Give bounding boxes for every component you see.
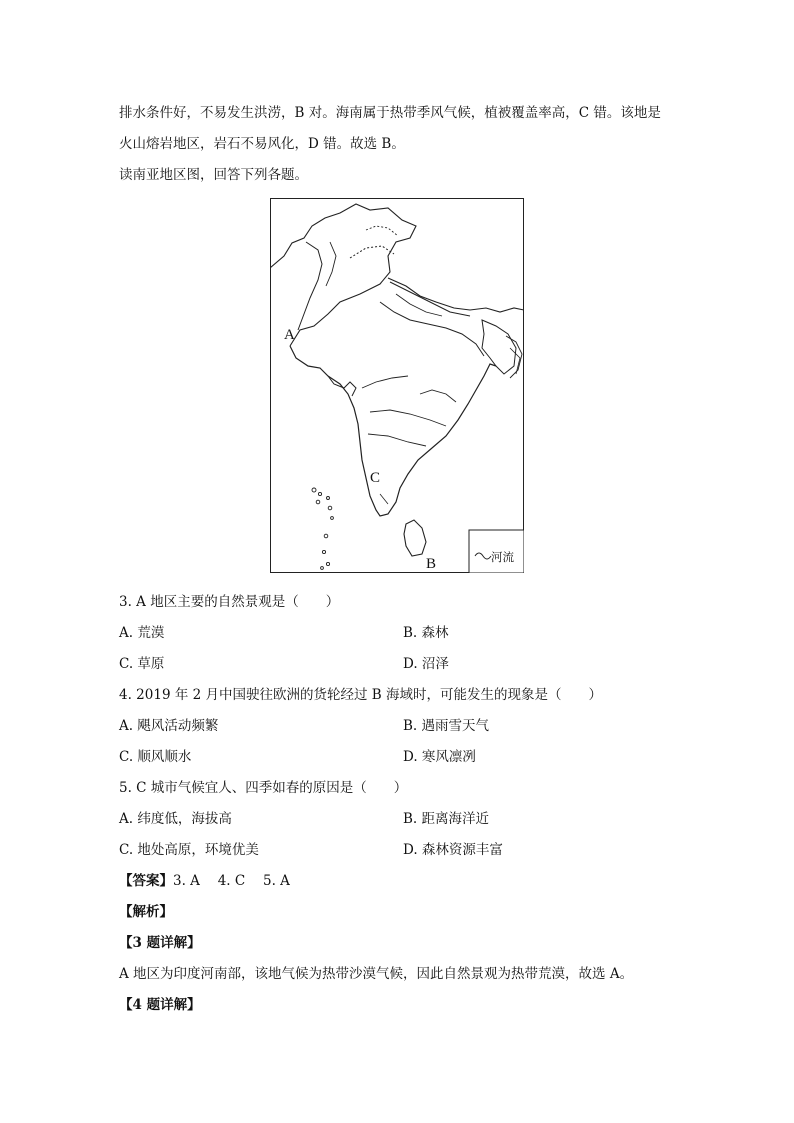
analysis-label: 【解析】 — [119, 904, 173, 920]
q5-option-d: D. 森林资源丰富 — [403, 842, 503, 858]
q5-stem: 5. C 城市气候宜人、四季如春的原因是（ ） — [119, 780, 408, 796]
q3-stem: 3. A 地区主要的自然景观是（ ） — [119, 594, 340, 610]
intro-line-1: 排水条件好，不易发生洪涝，B 对。海南属于热带季风气候，植被覆盖率高，C 错。该地是 — [119, 105, 661, 121]
label-a: A — [284, 327, 295, 343]
q3-detail-header: 【3 题详解】 — [119, 935, 201, 951]
q4-option-b: B. 遇雨雪天气 — [403, 718, 490, 734]
q5-option-c: C. 地处高原，环境优美 — [119, 842, 259, 858]
q4-option-c: C. 顺风顺水 — [119, 749, 192, 765]
q3-option-a: A. 荒漠 — [119, 625, 165, 641]
answer-text: 3. A 4. C 5. A — [173, 873, 290, 889]
q4-stem: 4. 2019 年 2 月中国驶往欧洲的货轮经过 B 海域时，可能发生的现象是（ ） — [119, 687, 602, 703]
label-b: B — [426, 556, 437, 572]
q4-option-d: D. 寒风凛冽 — [403, 749, 476, 765]
label-c: C — [370, 470, 381, 486]
q4-detail-header: 【4 题详解】 — [119, 997, 201, 1013]
answer-line — [119, 872, 290, 890]
legend-label: 河流 — [491, 550, 514, 564]
q3-detail-text: A 地区为印度河南部，该地气候为热带沙漠气候，因此自然景观为热带荒漠，故选 A。 — [119, 966, 634, 982]
q3-option-b: B. 森林 — [403, 625, 449, 641]
q4-option-a: A. 飓风活动频繁 — [119, 718, 219, 734]
q3-option-d: D. 沼泽 — [403, 656, 449, 672]
q5-option-b: B. 距离海洋近 — [403, 811, 490, 827]
q3-option-c: C. 草原 — [119, 656, 165, 672]
answer-label: 【答案】 — [119, 873, 173, 889]
south-asia-map — [270, 198, 524, 573]
intro-line-3: 读南亚地区图，回答下列各题。 — [119, 167, 308, 183]
intro-line-2: 火山熔岩地区，岩石不易风化，D 错。故选 B。 — [119, 136, 405, 152]
q5-option-a: A. 纬度低，海拔高 — [119, 811, 232, 827]
